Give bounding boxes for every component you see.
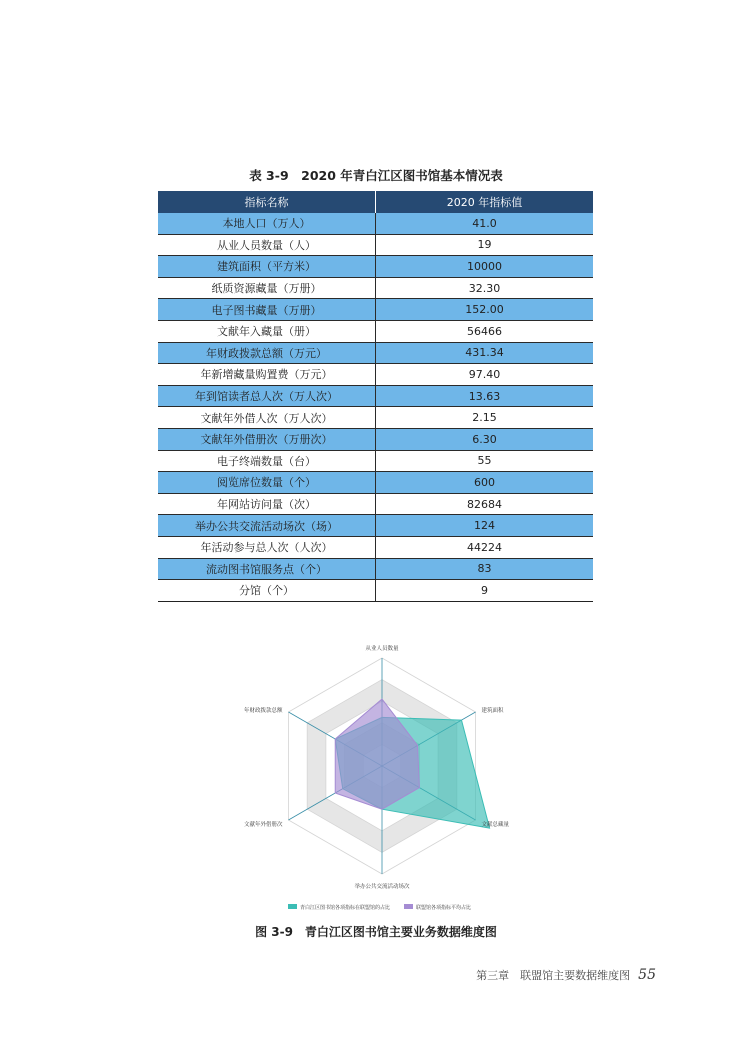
indicator-value-cell: 600 [376, 472, 594, 494]
table-row [158, 299, 593, 321]
indicator-name-cell: 文献年外借册次（万册次） [158, 428, 376, 450]
header-indicator-name: 指标名称 [158, 191, 376, 213]
table-title: 表 3-9 2020 年青白江区图书馆基本情况表 [249, 168, 503, 183]
radar-axis-label: 从业人员数量 [365, 646, 399, 652]
table-row [158, 213, 593, 234]
table-row [158, 342, 593, 364]
indicator-value-cell: 56466 [376, 320, 594, 342]
table-row [158, 536, 593, 558]
indicator-name-cell: 从业人员数量（人） [158, 234, 376, 256]
table-row [158, 580, 593, 602]
indicator-name-cell: 年到馆读者总人次（万人次） [158, 385, 376, 407]
indicator-name-cell: 文献年入藏量（册） [158, 320, 376, 342]
indicator-value-cell: 41.0 [376, 213, 594, 234]
table-row [158, 320, 593, 342]
radar-axis-label: 年财政拨款总额 [243, 708, 283, 714]
indicator-value-cell: 2.15 [376, 407, 594, 429]
indicator-name-cell: 电子终端数量（台） [158, 450, 376, 472]
table-row [158, 450, 593, 472]
table-header-row [158, 191, 593, 213]
indicator-name-cell: 电子图书藏量（万册） [158, 299, 376, 321]
indicator-name-cell: 年财政拨款总额（万元） [158, 342, 376, 364]
indicator-name-cell: 年活动参与总人次（人次） [158, 536, 376, 558]
indicator-name-cell: 年网站访问量（次） [158, 493, 376, 515]
indicator-value-cell: 82684 [376, 493, 594, 515]
indicator-name-cell: 年新增藏量购置费（万元） [158, 364, 376, 386]
table-row [158, 385, 593, 407]
radar-chart [0, 620, 752, 920]
indicator-value-cell: 83 [376, 558, 594, 580]
indicator-name-cell: 阅览席位数量（个） [158, 472, 376, 494]
indicator-value-cell: 9 [376, 580, 594, 602]
indicator-value-cell: 10000 [376, 256, 594, 278]
table-row [158, 428, 593, 450]
indicator-value-cell: 55 [376, 450, 594, 472]
indicator-name-cell: 文献年外借人次（万人次） [158, 407, 376, 429]
indicator-value-cell: 6.30 [376, 428, 594, 450]
radar-axis-label: 文献总藏量 [481, 822, 510, 828]
radar-axis-label: 文献年外借册次 [243, 822, 283, 828]
table-row [158, 472, 593, 494]
indicator-value-cell: 13.63 [376, 385, 594, 407]
indicator-name-cell: 流动图书馆服务点（个） [158, 558, 376, 580]
table-row [158, 407, 593, 429]
indicator-name-cell: 分馆（个） [158, 580, 376, 602]
page-number: 55 [638, 967, 656, 983]
radar-axis-label: 举办公共交流活动场次 [354, 884, 410, 890]
table-row [158, 277, 593, 299]
table-row [158, 234, 593, 256]
indicator-table [158, 191, 593, 602]
indicator-name-cell: 举办公共交流活动场次（场） [158, 515, 376, 537]
indicator-value-cell: 124 [376, 515, 594, 537]
indicator-name-cell: 纸质资源藏量（万册） [158, 277, 376, 299]
indicator-name-cell: 本地人口（万人） [158, 213, 376, 234]
page-footer [476, 967, 656, 983]
figure-caption: 图 3-9 青白江区图书馆主要业务数据维度图 [255, 925, 497, 939]
table-row [158, 256, 593, 278]
legend-label: 青白江区图书馆各项指标在联盟馆的占比 [300, 905, 391, 911]
header-indicator-value: 2020 年指标值 [376, 191, 594, 213]
legend-label: 联盟馆各项指标平均占比 [416, 905, 472, 911]
indicator-value-cell: 431.34 [376, 342, 594, 364]
indicator-value-cell: 19 [376, 234, 594, 256]
indicator-value-cell: 152.00 [376, 299, 594, 321]
table-row [158, 558, 593, 580]
table-row [158, 515, 593, 537]
table-row [158, 493, 593, 515]
indicator-value-cell: 44224 [376, 536, 594, 558]
footer-chapter: 第三章 联盟馆主要数据维度图 [476, 969, 631, 982]
legend-swatch [288, 904, 297, 909]
radar-axis-label: 建筑面积 [481, 708, 504, 714]
legend-swatch [404, 904, 413, 909]
indicator-value-cell: 32.30 [376, 277, 594, 299]
indicator-value-cell: 97.40 [376, 364, 594, 386]
indicator-name-cell: 建筑面积（平方米） [158, 256, 376, 278]
table-row [158, 364, 593, 386]
